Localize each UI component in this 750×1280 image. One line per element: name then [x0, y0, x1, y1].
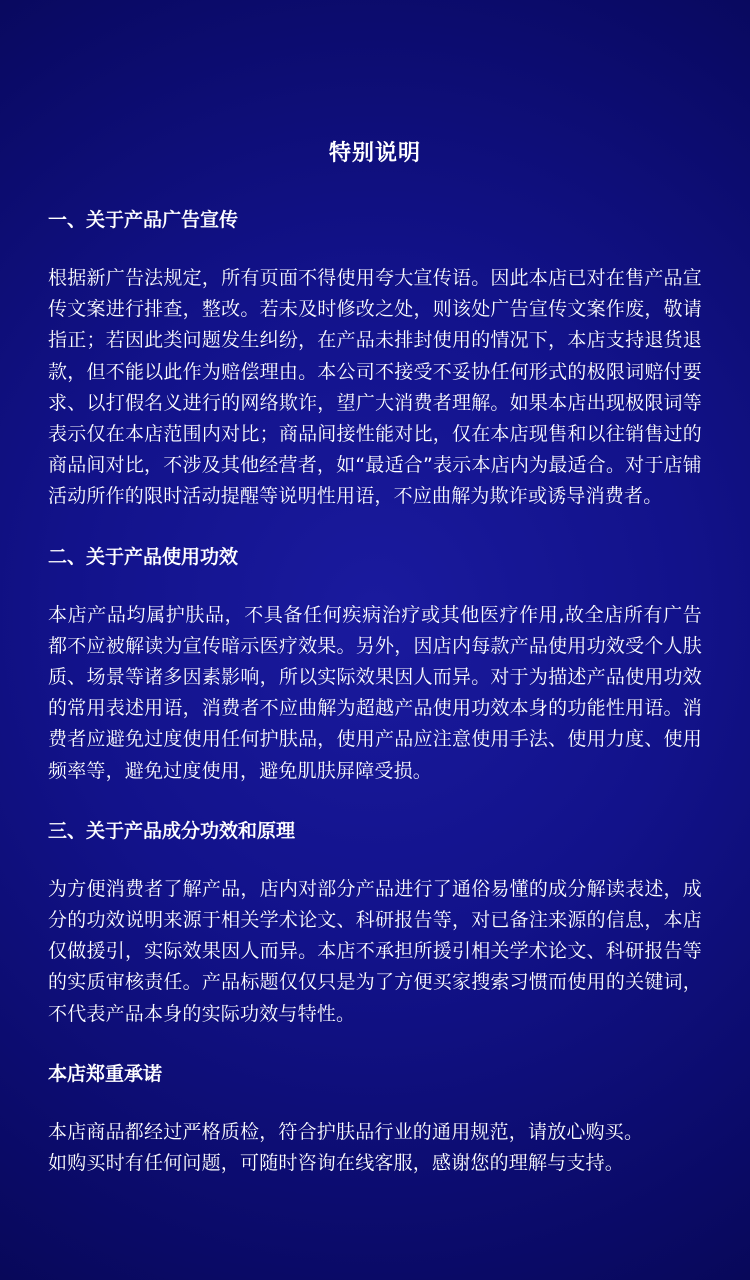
- promise-line-service: 如购买时有任何问题，可随时咨询在线客服，感谢您的理解与支持。: [48, 1152, 625, 1175]
- page-title: 特别说明: [328, 141, 421, 166]
- section-body-efficacy: 本店产品均属护肤品，不具备任何疾病治疗或其他医疗作用,故全店所有广告都不应被解读为宣传暗示医疗效果。另外，因店内每款产品使用功效受个人肤质、场景等诸多因素影响，所以实际效果因人而异。对于为描述产品使用功效的常用表述用语，消费者不应曲解为超越产品使用功效本身的功能性用语。消费者应避免过度使用任何护肤品，使用产品应注意使用手法、使用力度、使用频率等，避免过度使用，避免肌肤屏障受损。: [48, 603, 702, 782]
- section-body-promise: [48, 1117, 702, 1179]
- section-body-ingredients: 为方便消费者了解产品，店内对部分产品进行了通俗易懂的成分解读表述，成分的功效说明来源于相关学术论文、科研报告等，对已备注来源的信息，本店仅做援引，实际效果因人而异。本店不承担所援引相关学术论文、科研报告等的实质审核责任。产品标题仅仅只是为了方便买家搜索习惯而使用的关键词，不代表产品本身的实际功效与特性。: [48, 877, 702, 1025]
- section-heading-efficacy: 二、关于产品使用功效: [48, 545, 239, 568]
- section-body-advertising: 根据新广告法规定，所有页面不得使用夸大宣传语。因此本店已对在售产品宣传文案进行排查，整改。若未及时修改之处，则该处广告宣传文案作废，敬请指正；若因此类问题发生纠纷，在产品未排封使用的情况下，本店支持退货退款，但不能以此作为赔偿理由。本公司不接受不妥协任何形式的极限词赔付要求、以打假名义进行的网络欺诈，望广大消费者理解。如果本店出现极限词等表示仅在本店范围内对比；商品间接性能对比，仅在本店现售和以往销售过的商品间对比，不涉及其他经营者，如“最适合”表示本店内为最适合。对于店铺活动所作的限时活动提醒等说明性用语，不应曲解为欺诈或诱导消费者。: [48, 267, 702, 508]
- section-heading-promise: 本店郑重承诺: [48, 1062, 163, 1085]
- promise-line-quality: 本店商品都经过严格质检，符合护肤品行业的通用规范，请放心购买。: [48, 1120, 644, 1143]
- section-heading-ingredients: 三、关于产品成分功效和原理: [48, 819, 296, 842]
- section-heading-advertising: 一、关于产品广告宣传: [48, 209, 239, 231]
